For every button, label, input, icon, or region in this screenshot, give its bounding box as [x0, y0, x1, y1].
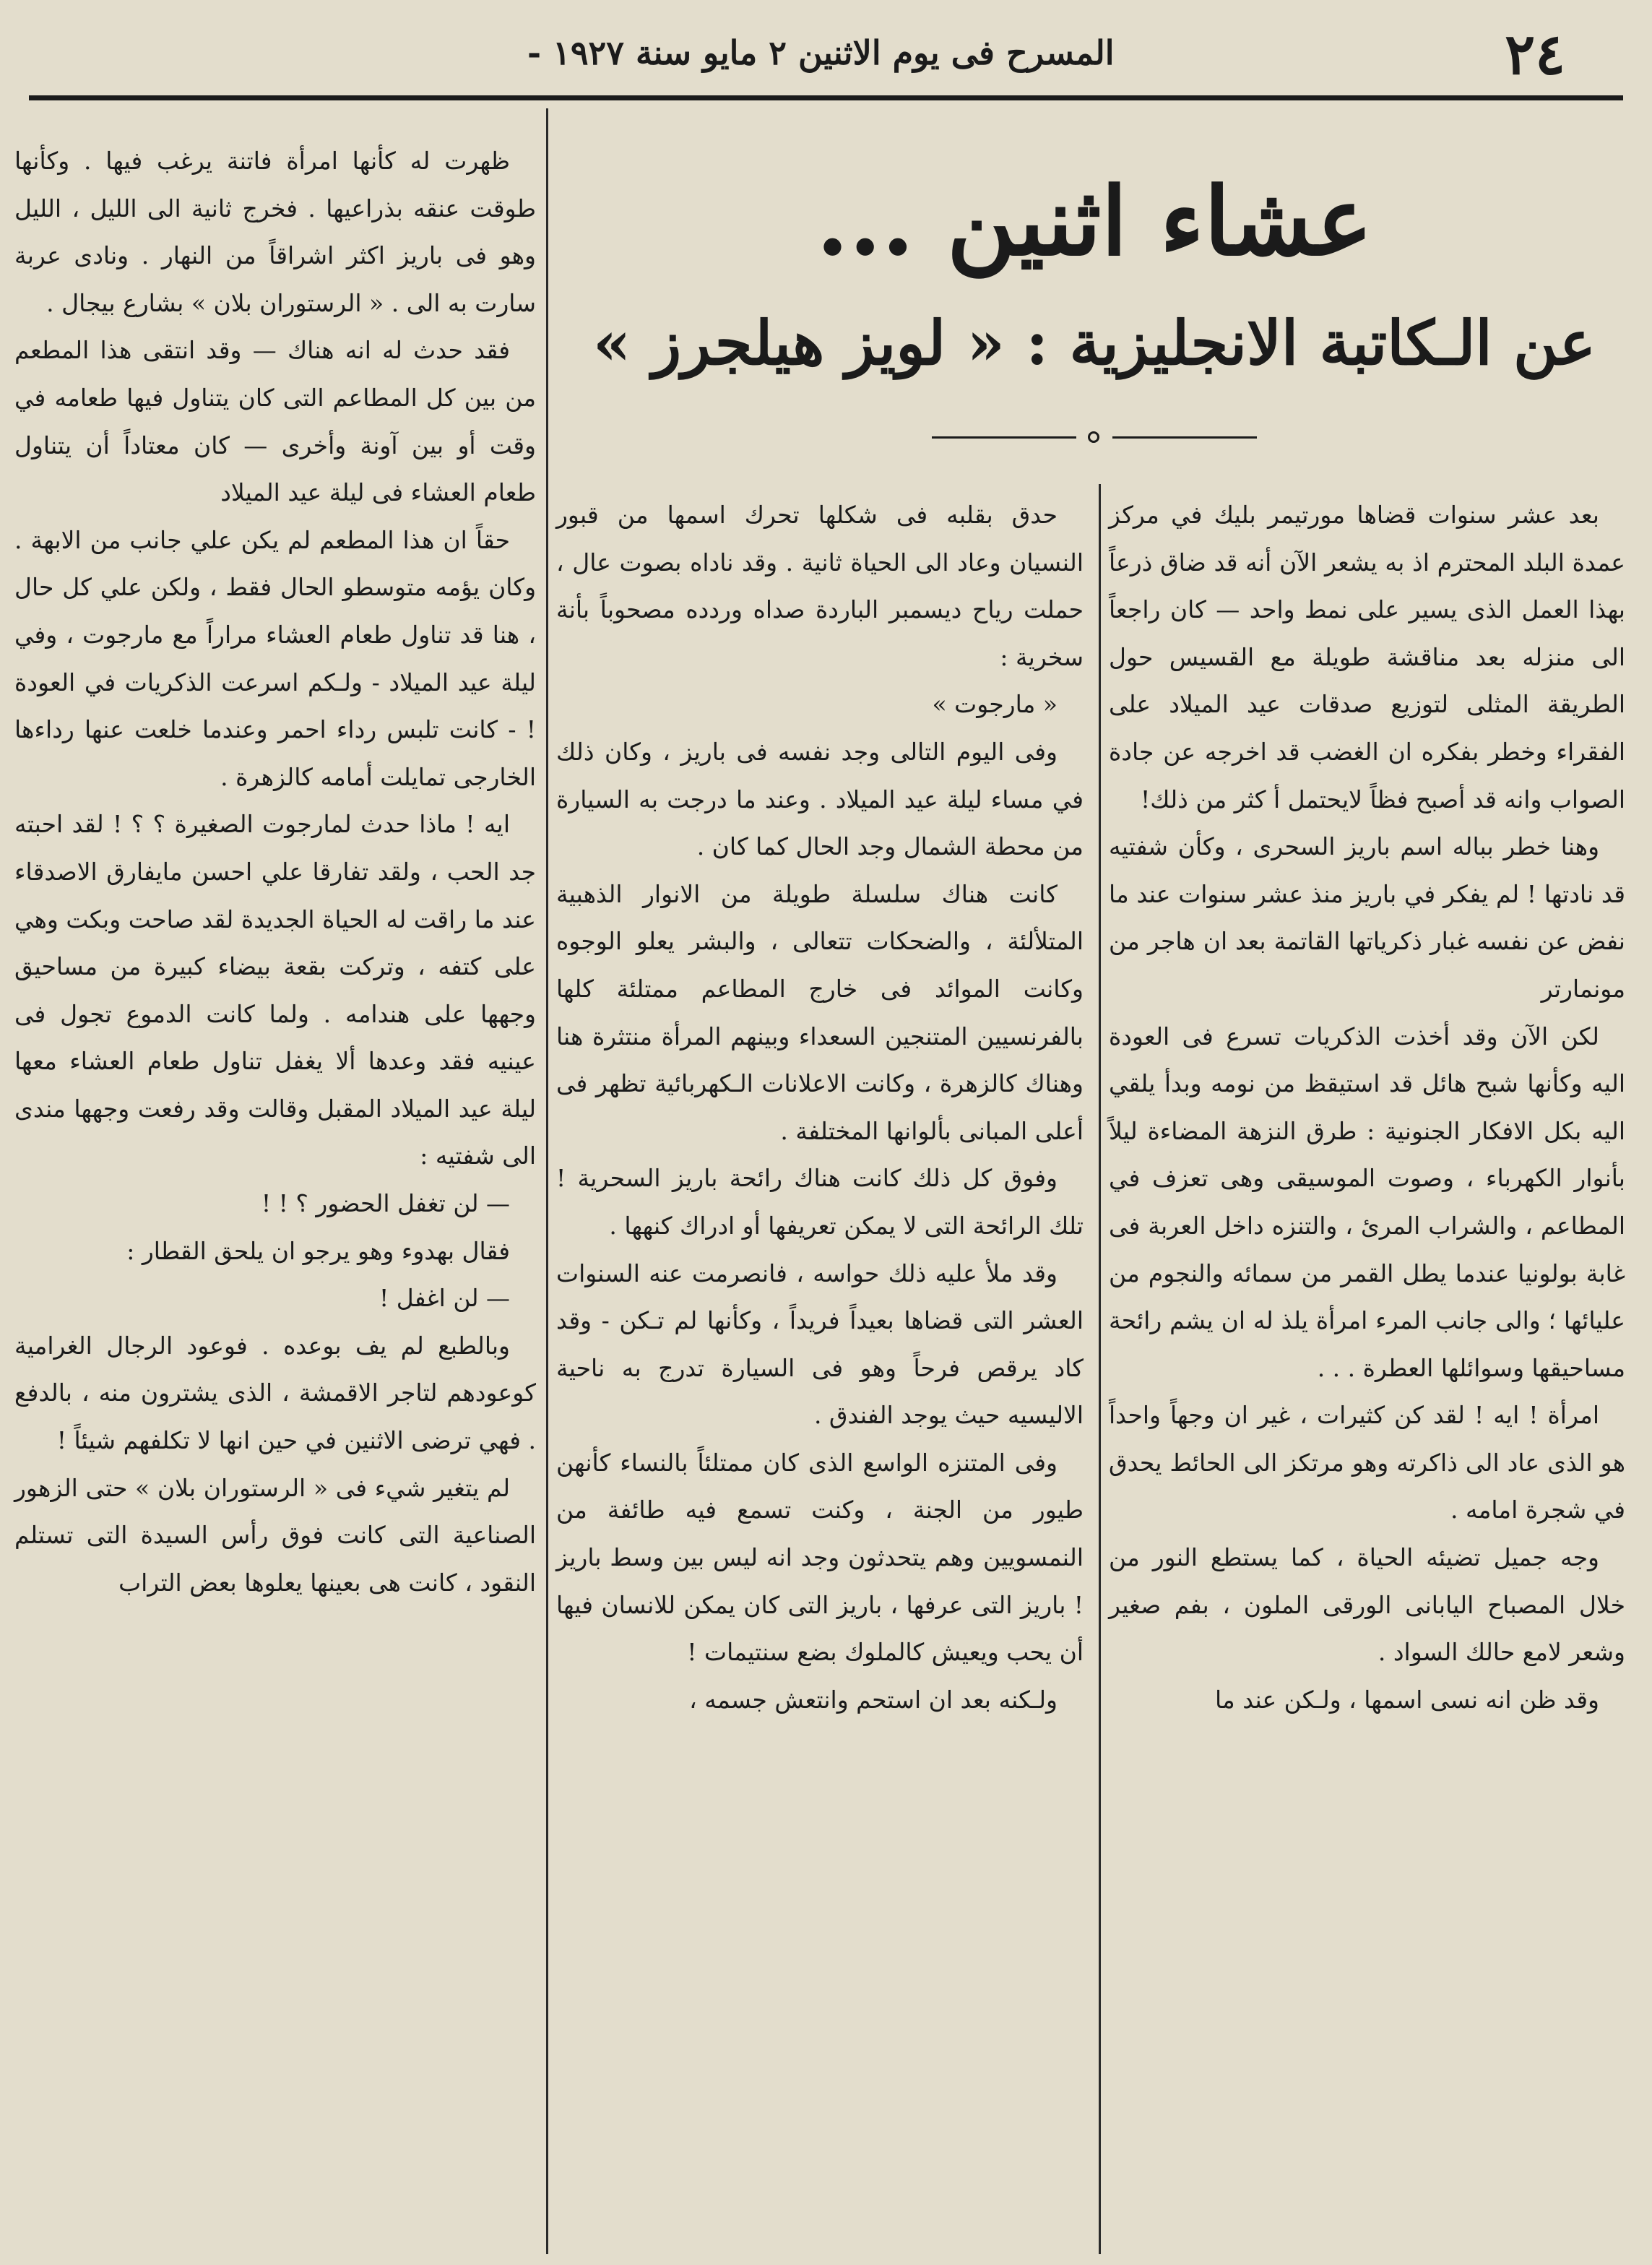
paragraph: لكن الآن وقد أخذت الذكريات تسرع فى العودة اليه وكأنها شبح هائل قد استيقظ من نومه وبدأ يلقي اليه بكل الافكار الجنونية : طرق النزهة المضاءة ليلاً بأنوار الكهرباء ، وصوت الموسيقى وهى تعزف في المطاعم ، والشراب المرئ ، والتنزه داخل العربة فى غابة بولونيا عندما يطل القمر من سمائه والنجوم من عليائها ؛ والى جانب المرء امرأة يلذ له ان يشم رائحة مساحيقها وسوائلها العطرة . . . [1109, 1022, 1625, 1382]
column-right [1109, 491, 1625, 1723]
paragraph: كانت هناك سلسلة طويلة من الانوار الذهبية المتلألئة ، والضحكات تتعالى ، والبشر يعلو الوجوه وكانت الموائد فى خارج المطاعم ممتلئة كلها بالفرنسيين المتنجين السعداء وبينهم المرأة منتثرة هنا وهناك كالزهرة ، وكانت الاعلانات الـكهربائية تظهر فى أعلى المبانى بألوانها المختلفة . [556, 879, 1084, 1145]
paragraph: — لن اغفل ! [379, 1284, 510, 1313]
paragraph: لم يتغير شيء فى « الرستوران بلان » حتى الزهور الصناعية التى كانت فوق رأس السيدة التى تستلم النقود ، كانت هى بعينها يعلوها بعض التراب [14, 1473, 536, 1597]
page-number: ٢٤ [1505, 22, 1565, 87]
article-title: عشاء اثنين ... [816, 166, 1373, 277]
header-rule [29, 95, 1623, 100]
paragraph: وهنا خطر بباله اسم باريز السحرى ، وكأن شفتيه قد نادتها ! لم يفكر في باريز منذ عشر سنوات عند ما نفض عن نفسه غبار ذكرياتها القاتمة بعد ان هاجر من مونمارتر [1109, 832, 1625, 1003]
paragraph: وفوق كل ذلك كانت هناك رائحة باريز السحرية ! تلك الرائحة التى لا يمكن تعريفها أو ادراك كنهها . [556, 1164, 1084, 1240]
paragraph: — لن تغفل الحضور ؟ ! ! [261, 1189, 510, 1218]
running-head: المسرح فى يوم الاثنين ٢ مايو سنة ١٩٢٧ - [527, 33, 1115, 72]
article-title-block [556, 116, 1632, 477]
paragraph: ولـكنه بعد ان استحم وانتعش جسمه ، [689, 1685, 1058, 1714]
article-subtitle: عن الـكاتبة الانجليزية : « لويز هيلجرز » [592, 307, 1596, 379]
paragraph: بعد عشر سنوات قضاها مورتيمر بليك في مركز عمدة البلد المحترم اذ به يشعر الآن أنه قد ضاق ذرعاً بهذا العمل الذى يسير على نمط واحد — كان راجعاً الى منزله بعد مناقشة طويلة مع القسيس حول الطريقة المثلى لتوزيع صدقات عيد الميلاد على الفقراء وخطر بفكره ان الغضب قد اخرجه عن جادة الصواب وانه قد أصبح فظاً لايحتمل أ كثر من ذلك! [1109, 501, 1625, 814]
paragraph: وجه جميل تضيئه الحياة ، كما يستطع النور من خلال المصباح اليابانى الورقى الملون ، بفم صغير وشعر لامع حالك السواد . [1109, 1543, 1625, 1667]
column-left [14, 137, 536, 1606]
paragraph: حدق بقلبه فى شكلها تحرك اسمها من قبور النسيان وعاد الى الحياة ثانية . وقد ناداه بصوت عال ، حملت رياح ديسمبر الباردة صداه وردده مصحوباً بأنة سخرية : [556, 501, 1084, 671]
paragraph: امرأة ! ايه ! لقد كن كثيرات ، غير ان وجهاً واحداً هو الذى عاد الى ذاكرته وهو مرتكز الى الحائط يحدق في شجرة امامه . [1109, 1401, 1625, 1524]
paragraph: وبالطبع لم يف بوعده . فوعود الرجال الغرامية كوعودهم لتاجر الاقمشة ، الذى يشترون منه ، بالدفع . فهي ترضى الاثنين في حين انها لا تكلفهم شيئاً ! [14, 1331, 536, 1455]
ornament-divider [932, 430, 1257, 444]
paragraph: وقد ظن انه نسى اسمها ، ولـكن عند ما [1214, 1685, 1599, 1714]
paragraph: ايه ! ماذا حدث لمارجوت الصغيرة ؟ ؟ ! لقد احبته جد الحب ، ولقد تفارقا علي احسن مايفارق الاصدقاء عند ما راقت له الحياة الجديدة لقد صاحت وبكت وهي على كتفه ، وتركت بقعة بيضاء كبيرة من مساحيق وجهها على هندامه . ولما كانت الدموع تجول فى عينيه فقد وعدها ألا يغفل تناول طعام العشاء معها ليلة عيد الميلاد المقبل وقالت وقد رفعت وجهها مندى الى شفتيه : [14, 810, 536, 1170]
column-divider [546, 108, 548, 2254]
paragraph: وفى المتنزه الواسع الذى كان ممتلئاً بالنساء كأنهن طيور من الجنة ، وكنت تسمع فيه طائفة من النمسويين وهم يتحدثون وجد انه ليس بين وسط باريز ! باريز التى عرفها ، باريز التى كان يمكن للانسان فيها أن يحب ويعيش كالملوك بضع سنتيمات ! [556, 1448, 1084, 1667]
paragraph: وقد ملأ عليه ذلك حواسه ، فانصرمت عنه السنوات العشر التى قضاها بعيداً فريداً ، وكأنها لم تـكن - وقد كاد يرقص فرحاً وهو فى السيارة تدرج به ناحية الاليسيه حيث يوجد الفندق . [556, 1259, 1084, 1430]
paragraph: فقد حدث له انه هناك — وقد انتقى هذا المطعم من بين كل المطاعم التى كان يتناول فيها طعامه في وقت أو بين آونة وأخرى — كان معتاداً أن يتناول طعام العشاء فى ليلة عيد الميلاد [14, 336, 536, 507]
column-divider [1099, 484, 1101, 2254]
paragraph: حقاً ان هذا المطعم لم يكن علي جانب من الابهة . وكان يؤمه متوسطو الحال فقط ، ولكن علي كل حال ، هنا قد تناول طعام العشاء مراراً مع مارجوت ، وفي ليلة عيد الميلاد - ولـكم اسرعت الذكريات في العودة ! - كانت تلبس رداء احمر وعندما خلعت عنها رداءها الخارجى تمايلت أمامه كالزهرة . [14, 525, 536, 791]
paragraph: « مارجوت » [932, 690, 1058, 719]
column-middle [556, 491, 1084, 1723]
page-header [0, 0, 1652, 101]
paragraph: فقال بهدوء وهو يرجو ان يلحق القطار : [126, 1236, 510, 1265]
paragraph: وفى اليوم التالى وجد نفسه فى باريز ، وكان ذلك في مساء ليلة عيد الميلاد . وعند ما درجت به السيارة من محطة الشمال وجد الحال كما كان . [556, 737, 1084, 861]
paragraph: ظهرت له كأنها امرأة فاتنة يرغب فيها . وكأنها طوقت عنقه بذراعيها . فخرج ثانية الى الليل ، الليل وهو فى باريز اكثر اشراقاً من النهار . ونادى عربة سارت به الى . « الرستوران بلان » بشارع بيجال . [14, 147, 536, 317]
